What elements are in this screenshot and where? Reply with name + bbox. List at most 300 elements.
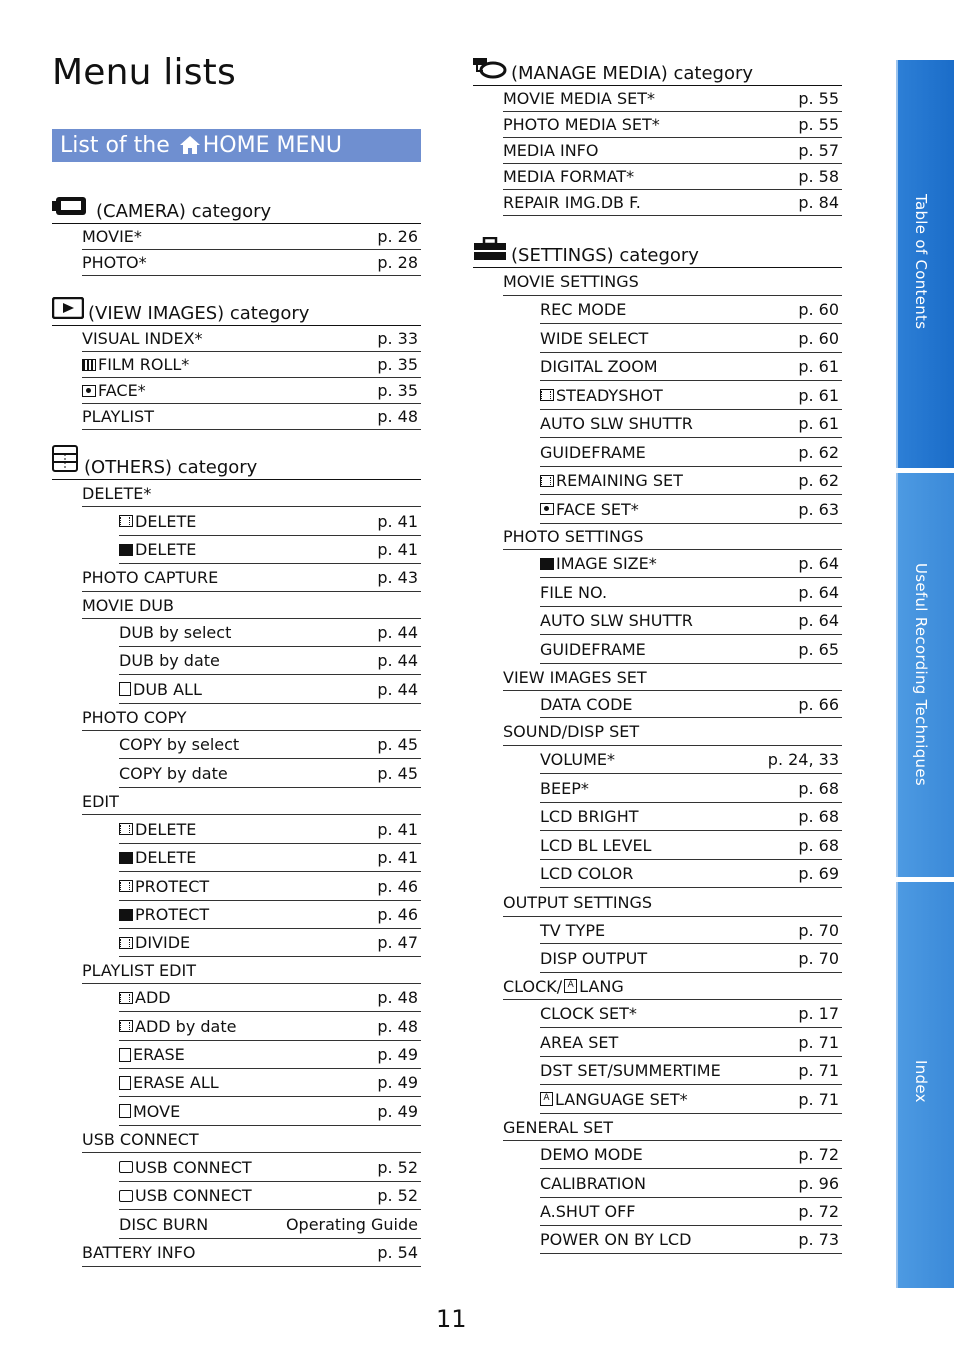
label-text-2: LANG [579,976,624,996]
page-reference: p. 45 [377,763,418,783]
menu-row-delete[interactable] [119,844,421,872]
menu-row-face-set[interactable] [540,495,842,524]
menu-row-view-images-set[interactable] [503,664,842,691]
page-reference: p. 49 [377,1073,418,1092]
page-reference: p. 57 [798,141,839,160]
page-reference: p. 48 [377,1016,418,1036]
page-title: Menu lists [52,52,236,93]
menu-row-clock[interactable] [503,973,842,1000]
menu-row-label [503,1118,613,1137]
menu-row-divide[interactable] [119,929,421,957]
menu-row-label [540,583,607,602]
camera-icon [52,195,92,222]
menu-row-repair-img-db-f[interactable] [503,190,842,216]
menu-row-photo-copy[interactable] [82,704,421,731]
menu-row-label [540,443,646,462]
menu-row-usb-connect[interactable] [119,1153,421,1182]
menu-row-auto-slw-shuttr[interactable] [540,410,842,438]
menu-row-label [540,300,626,319]
menu-row-wide-select[interactable] [540,324,842,353]
tab-index[interactable]: Index [896,882,954,1288]
label-text: STEADYSHOT [556,385,663,405]
menu-row-rec-mode[interactable] [540,296,842,324]
menu-row-photo[interactable] [82,250,421,276]
doc-icon [119,1048,131,1062]
label-text: VOLUME* [540,750,615,769]
menu-row-label [82,792,119,811]
menu-row-demo-mode[interactable] [540,1141,842,1169]
menu-row-calibration[interactable] [540,1169,842,1198]
page-reference: p. 65 [798,639,839,659]
menu-row-label [82,596,174,615]
page-reference: p. 71 [798,1061,839,1080]
others-category-header: (OTHERS) category [52,450,421,480]
menu-row-area-set[interactable] [540,1028,842,1057]
menu-row-add-by-date[interactable] [119,1012,421,1041]
menu-row-label [82,1243,196,1262]
menu-row-beep[interactable] [540,774,842,803]
menu-row-disc-burn[interactable] [119,1210,421,1239]
film-icon [119,992,133,1004]
menu-row-label [119,735,239,754]
menu-row-label [503,272,639,291]
label-text: MOVIE SETTINGS [503,272,639,291]
menu-row-label [119,623,231,642]
menu-row-photo-capture[interactable] [82,564,421,592]
menu-row-label [540,414,693,433]
menu-row-language-set[interactable] [540,1085,842,1114]
menu-row-dub-by-date[interactable] [119,647,421,675]
menu-row-label [540,1174,646,1193]
page-reference: p. 72 [798,1145,839,1164]
menu-row-label [503,893,652,912]
label-text: GUIDEFRAME [540,442,646,462]
page-reference: p. 63 [798,499,839,519]
label-text: USB CONNECT [135,1186,252,1205]
label-text: ADD by date [135,1016,237,1036]
film-icon [540,389,554,401]
menu-row-lcd-bright[interactable] [540,803,842,831]
label-text: DST SET/SUMMERTIME [540,1061,721,1080]
menu-row-general-set[interactable] [503,1114,842,1141]
label-text: WIDE SELECT [540,328,649,348]
menu-row-tv-type[interactable] [540,917,842,944]
page-reference: p. 52 [377,1186,418,1205]
menu-row-media-info[interactable] [503,138,842,164]
page-reference: p. 66 [798,694,839,714]
label-text: DELETE [135,511,197,531]
menu-row-disp-output[interactable] [540,944,842,973]
page-reference: p. 17 [798,1004,839,1023]
home-banner-suffix: HOME MENU [202,133,342,158]
page-reference: p. 61 [798,414,839,433]
menu-row-label [540,949,647,968]
menu-row-label [540,695,633,714]
menu-row-add[interactable] [119,984,421,1012]
label-text: DELETE [135,540,197,559]
left-column [52,194,421,1267]
menu-row-protect[interactable] [119,901,421,929]
page-reference: p. 44 [377,679,418,699]
menu-row-dst-set-summertime[interactable] [540,1057,842,1085]
menu-row-label [119,1215,208,1234]
menu-row-output-settings[interactable] [503,888,842,917]
language-icon: A [564,979,577,993]
menu-row-photo-settings[interactable] [503,524,842,550]
menu-row-label [119,1045,185,1064]
menu-row-clock-set[interactable] [540,1000,842,1028]
page-reference: p. 71 [798,1089,839,1109]
menu-row-label [503,115,660,134]
page-reference: p. 58 [798,167,839,186]
label-text: MOVIE DUB [82,595,174,615]
label-text: CALIBRATION [540,1173,646,1193]
label-text: AUTO SLW SHUTTR [540,414,693,433]
menu-row-label [119,651,220,670]
film-icon [119,880,133,892]
menu-row-label [119,820,196,839]
menu-row-label [540,1061,721,1080]
menu-row-power-on-by-lcd[interactable] [540,1226,842,1254]
page-reference: p. 68 [798,807,839,826]
menu-row-volume[interactable] [540,746,842,774]
label-text: FILM ROLL* [98,355,190,374]
menu-row-usb-connect[interactable] [119,1182,421,1210]
label-text: PHOTO CAPTURE [82,568,219,587]
menu-row-label [119,988,171,1007]
label-text: MEDIA INFO [503,141,599,160]
menu-row-guideframe[interactable] [540,438,842,467]
film-icon [119,937,133,949]
menu-row-movie-settings[interactable] [503,268,842,296]
page-reference: p. 35 [377,355,418,374]
menu-row-label [503,527,644,546]
page-reference: p. 45 [377,735,418,754]
face-icon [82,385,96,397]
label-text: USB CONNECT [82,1129,199,1149]
menu-row-delete[interactable] [119,815,421,844]
menu-row-label [119,848,196,867]
menu-row-label [540,1090,688,1109]
page-reference: p. 41 [377,511,418,531]
menu-row-move[interactable] [119,1097,421,1126]
menu-row-movie-dub[interactable] [82,592,421,619]
menu-row-label [503,977,624,996]
label-text: OUTPUT SETTINGS [503,892,653,912]
label-text: MEDIA FORMAT* [503,167,635,186]
menu-row-data-code[interactable] [540,691,842,718]
menu-row-label [540,329,648,348]
label-text: TV TYPE [540,920,606,940]
menu-row-label [119,764,228,783]
photo-icon [119,544,133,556]
menu-row-label [540,1202,636,1221]
play-icon [52,297,84,324]
menu-row-label [82,407,154,426]
page-reference: p. 61 [798,357,839,376]
label-text: PLAYLIST [82,407,154,426]
page-reference: p. 73 [798,1230,839,1249]
label-text: EDIT [82,791,119,811]
doc-icon [119,1104,131,1118]
page-reference: p. 43 [377,568,418,587]
menu-row-label [119,877,209,896]
page-reference: p. 72 [798,1202,839,1221]
page-reference: p. 70 [798,948,839,968]
label-text: REPAIR IMG.DB F. [503,193,641,212]
menu-row-file-no[interactable] [540,578,842,607]
label-text: DUB by date [119,651,220,670]
doc-icon [119,682,131,696]
label-text: LCD BRIGHT [540,807,639,826]
page-reference: p. 96 [798,1173,839,1193]
menu-row-label [82,484,151,503]
label-text: USB CONNECT [135,1157,252,1177]
menu-row-label [119,1017,236,1036]
menu-row-label [503,141,598,160]
menu-row-auto-slw-shuttr[interactable] [540,607,842,635]
menu-row-label [119,905,209,924]
label-text: LCD COLOR [540,864,634,883]
photo-icon [540,558,554,570]
page-reference: p. 64 [798,554,839,573]
menu-row-label [540,500,639,519]
page-reference: p. 70 [798,920,839,940]
lang-icon: A [540,1092,553,1106]
page-reference: p. 68 [798,778,839,798]
page-reference: p. 62 [798,442,839,462]
label-text: DISC BURN [119,1214,209,1234]
menu-row-label [82,227,142,246]
menu-row-label [119,1186,252,1205]
menu-row-erase-all[interactable] [119,1069,421,1097]
page-reference: p. 68 [798,835,839,855]
label-text: MOVIE* [82,227,142,246]
page-reference: p. 47 [377,933,418,952]
menu-row-label [540,750,615,769]
menu-row-label [540,554,657,573]
menu-row-edit[interactable] [82,788,421,815]
menu-row-guideframe[interactable] [540,635,842,664]
page-reference: p. 49 [377,1045,418,1064]
film-icon [119,1020,133,1032]
menu-row-label [82,708,187,727]
menu-row-digital-zoom[interactable] [540,353,842,381]
page-reference: p. 49 [377,1101,418,1121]
tab-table-of-contents[interactable]: Table of Contents [896,60,954,468]
page-reference: p. 64 [798,611,839,630]
menu-row-image-size[interactable] [540,550,842,578]
menu-row-media-format[interactable] [503,164,842,190]
label-text: PROTECT [135,876,210,896]
view-images-category-header: (VIEW IMAGES) category [52,296,421,326]
menu-row-label [82,961,196,980]
page-reference: p. 61 [798,385,839,405]
menu-row-copy-by-date[interactable] [119,759,421,788]
menu-row-label [82,568,218,587]
menu-row-battery-info[interactable] [82,1239,421,1267]
page-reference: p. 41 [377,848,418,867]
menu-row-label [540,779,589,798]
menu-row-label [82,329,203,348]
home-banner-prefix: List of the [60,133,170,158]
doc-icon [119,1076,131,1090]
menu-row-delete[interactable] [119,536,421,564]
home-icon [179,132,201,165]
label-text: ADD [135,988,171,1007]
label-text: CLOCK/ [503,976,563,996]
label-text: PLAYLIST EDIT [82,960,196,980]
page-reference: p. 26 [377,227,418,246]
label-text: COPY by date [119,763,228,783]
label-text: DEMO MODE [540,1145,643,1164]
page-reference: p. 44 [377,651,418,670]
menu-row-copy-by-select[interactable] [119,731,421,759]
camera-category-header: (CAMERA) category [52,194,421,224]
menu-row-face[interactable] [82,378,421,404]
label-text: PHOTO COPY [82,707,187,727]
menu-row-movie[interactable] [82,224,421,250]
film-icon [540,475,554,487]
menu-row-dub-all[interactable] [119,675,421,704]
page-reference: p. 41 [377,819,418,839]
label-text: REMAINING SET [556,471,683,490]
page-reference: p. 84 [798,193,839,212]
menu-row-label [540,1145,643,1164]
home-menu-banner [52,129,421,162]
face-icon [540,503,554,515]
menu-row-label [540,836,651,855]
label-text: AUTO SLW SHUTTR [540,611,693,630]
menu-row-label [119,1102,180,1121]
label-text: DIVIDE [135,933,191,952]
page-reference: Operating Guide [285,1214,418,1234]
label-text: PHOTO SETTINGS [503,527,644,546]
menu-row-label [503,193,641,212]
menu-row-remaining-set[interactable] [540,467,842,495]
page-reference: p. 71 [798,1032,839,1052]
page-reference: p. 55 [798,89,839,108]
page-reference: p. 60 [798,328,839,348]
page-reference: p. 48 [377,407,418,426]
page-reference: p. 48 [377,988,418,1007]
page-number: 11 [436,1305,467,1333]
page-reference: p. 41 [377,540,418,559]
menu-row-visual-index[interactable] [82,326,421,352]
label-text: DATA CODE [540,694,633,714]
label-text: REC MODE [540,300,627,319]
label-text: DELETE [135,819,197,839]
menu-row-photo-media-set[interactable] [503,112,842,138]
menu-row-movie-media-set[interactable] [503,86,842,112]
label-text: AREA SET [540,1032,619,1052]
menu-row-label [540,1004,637,1023]
page-reference: p. 69 [798,864,839,883]
menu-row-label [119,680,202,699]
label-text: LANGUAGE SET* [555,1089,688,1109]
menu-row-playlist[interactable] [82,404,421,430]
menu-row-label [540,921,605,940]
usb1-icon [119,1161,133,1173]
page-reference: p. 46 [377,876,418,896]
menu-row-dub-by-select[interactable] [119,619,421,647]
menu-row-label [540,640,646,659]
menu-row-a-shut-off[interactable] [540,1198,842,1226]
label-text: VIEW IMAGES SET [503,667,647,687]
menu-row-label [82,1130,199,1149]
label-text: DELETE* [82,483,152,503]
label-text: COPY by select [119,735,240,754]
menu-row-label [82,381,146,400]
menu-row-film-roll[interactable] [82,352,421,378]
label-text: GUIDEFRAME [540,639,646,659]
photo-icon [119,909,133,921]
menu-row-lcd-bl-level[interactable] [540,831,842,860]
label-text: VISUAL INDEX* [82,329,203,348]
manage-media-category-header: (MANAGE MEDIA) category [473,56,842,86]
label-text: FACE* [98,381,146,400]
label-text: DIGITAL ZOOM [540,357,658,376]
page-reference: p. 35 [377,381,418,400]
menu-row-protect[interactable] [119,872,421,901]
page-reference: p. 33 [377,329,418,348]
label-text: CLOCK SET* [540,1004,637,1023]
others-icon [52,445,80,478]
menu-row-label [503,722,639,741]
label-text: DUB ALL [133,679,202,699]
film-icon [119,823,133,835]
menu-row-erase[interactable] [119,1041,421,1069]
menu-row-delete[interactable] [82,480,421,507]
label-text: POWER ON BY LCD [540,1230,692,1249]
label-text: PHOTO MEDIA SET* [503,115,660,134]
menu-row-label [119,1073,219,1092]
menu-row-label [82,355,189,374]
menu-row-label [82,253,147,272]
tab-useful-recording-techniques[interactable]: Useful Recording Techniques [896,473,954,877]
menu-row-sound-disp-set[interactable] [503,718,842,746]
menu-row-delete[interactable] [119,507,421,536]
menu-row-label [540,864,633,883]
right-column [473,56,842,1254]
menu-row-steadyshot[interactable] [540,381,842,410]
menu-row-label [540,357,658,376]
page-reference: p. 46 [377,905,418,924]
menu-row-label [540,611,693,630]
menu-row-label [119,1158,252,1177]
photo-icon [119,852,133,864]
menu-row-label [119,540,196,559]
label-text: ERASE [133,1045,185,1064]
toolbox-icon [473,237,507,266]
label-text: DELETE [135,848,197,867]
menu-row-playlist-edit[interactable] [82,957,421,984]
menu-row-label [540,807,639,826]
menu-row-usb-connect[interactable] [82,1126,421,1153]
label-text: BATTERY INFO [82,1243,196,1262]
settings-category-header: (SETTINGS) category [473,238,842,268]
manage-media-icon [473,57,507,84]
label-text: MOVIE MEDIA SET* [503,89,655,108]
menu-row-lcd-color[interactable] [540,860,842,888]
film-icon [119,515,133,527]
label-text: DISP OUTPUT [540,948,648,968]
page-reference: p. 28 [377,253,418,272]
menu-row-label [119,512,196,531]
page-reference: p. 60 [798,300,839,319]
menu-row-label [540,471,683,490]
menu-row-label [503,668,647,687]
